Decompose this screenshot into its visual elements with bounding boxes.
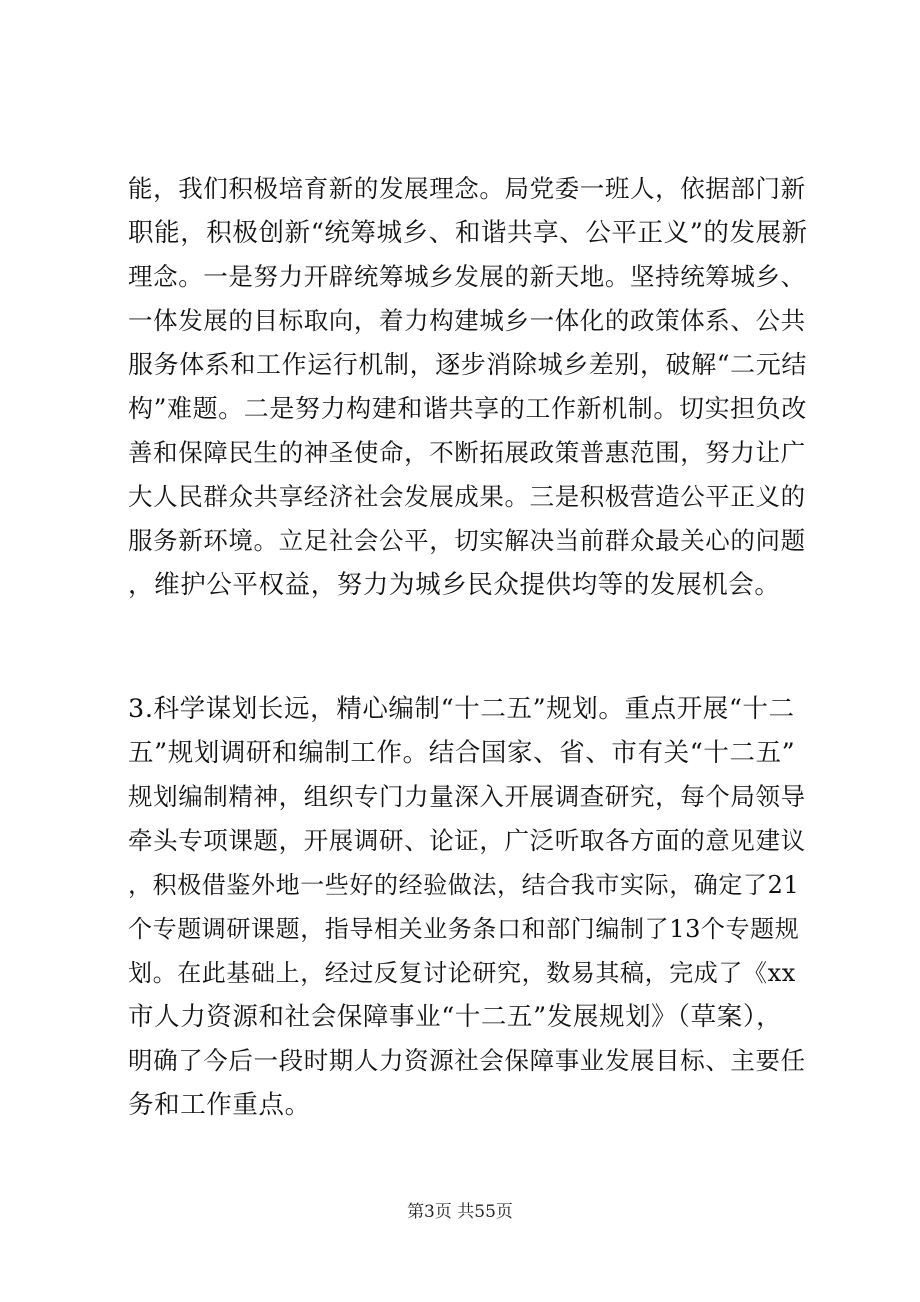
text-line: 规划编制精神，组织专门力量深入开展调查研究，每个局领导 — [128, 782, 806, 811]
text-line: ，维护公平权益，努力为城乡民众提供均等的发展机会。 — [128, 570, 781, 600]
text-line: ，积极借鉴外地一些好的经验做法，结合我市实际，确定了21 — [128, 871, 800, 899]
text-line: 务和工作重点。 — [128, 1090, 311, 1120]
text-line: 市人力资源和社会保障事业“十二五”发展规划》（草案）， — [128, 1002, 783, 1032]
text-line: 能，我们积极培育新的发展理念。局党委一班人，依据部门新 — [128, 174, 806, 203]
text-line: 善和保障民生的神圣使命，不断拓展政策普惠范围，努力让广 — [128, 438, 806, 467]
text-line: 构”难题。二是努力构建和谐共享的工作新机制。切实担负改 — [128, 394, 807, 423]
text-line: 五”规划调研和编制工作。结合国家、省、市有关“十二五” — [128, 738, 796, 768]
text-line: 个专题调研课题，指导相关业务条口和部门编制了13个专题规 — [128, 915, 800, 943]
page-number-footer: 第3页 共55页 — [407, 1202, 513, 1222]
text-line: 3.科学谋划长远，精心编制“十二五”规划。重点开展“十二 — [128, 694, 795, 724]
text-line: 划。在此基础上，经过反复讨论研究，数易其稿，完成了《xx — [128, 959, 796, 987]
text-line: 理念。一是努力开辟统筹城乡发展的新天地。坚持统筹城乡、 — [128, 262, 806, 291]
text-line: 一体发展的目标取向，着力构建城乡一体化的政策体系、公共 — [128, 306, 806, 335]
text-line: 大人民群众共享经济社会发展成果。三是积极营造公平正义的 — [128, 482, 806, 511]
text-line: 服务新环境。立足社会公平，切实解决当前群众最关心的问题 — [128, 526, 806, 555]
text-line: 服务体系和工作运行机制，逐步消除城乡差别，破解“二元结 — [128, 350, 807, 379]
text-line: 明确了今后一段时期人力资源社会保障事业发展目标、主要任 — [128, 1046, 806, 1075]
text-line: 牵头专项课题，开展调研、论证，广泛听取各方面的意见建议 — [128, 826, 806, 855]
text-line: 职能，积极创新“统筹城乡、和谐共享、公平正义”的发展新 — [128, 218, 808, 248]
